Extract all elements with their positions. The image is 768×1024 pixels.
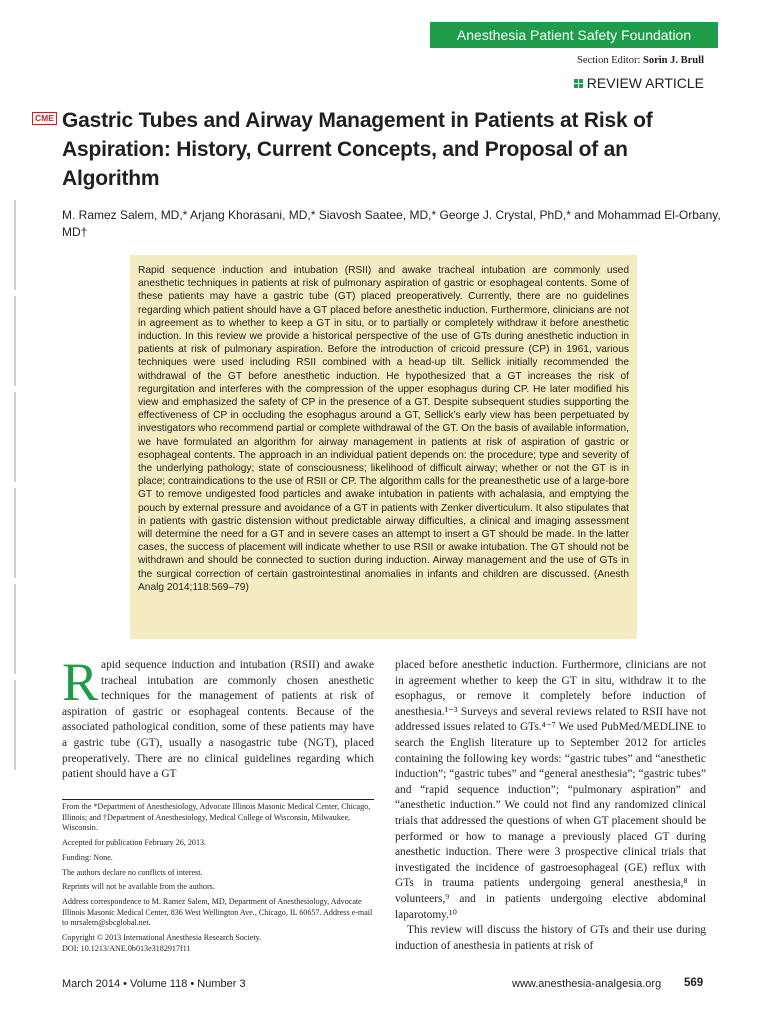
body-column-left [62,652,374,783]
body-paragraph: placed before anesthetic induction. Furthermore, clinicians are not in agreement whether to keep the GT in situ, withdraw it to the esophagus, or remove it completely before induction of anesthesia.¹⁻³ Surveys and several reviews related to RSII have not addressed issues related to GTs.⁴⁻⁷ We used PubMed/MEDLINE to search the English literature up to September 2012 for articles containing the following key words: “gastric tubes” and “anesthetic induction”; “gastric tubes” and “general anesthesia”; “gastric tubes” and “rapid sequence induction”; “pulmonary aspiration” and “anesthetic induction.” We could not find any randomized clinical trials that addressed the questions of when GT placement should be performed or how to manage a previously placed GT during anesthetic induction. There were 3 prospective clinical trials that investigated the incidence of gastroesophageal (GE) reflux with GTs in trauma patients undergoing general anesthesia,⁸ in volunteers,⁹ and in patients undergoing elective abdominal laparotomy.¹⁰ [395,659,706,921]
author-list: M. Ramez Salem, MD,* Arjang Khorasani, MD,* Siavosh Saatee, MD,* George J. Crystal, PhD,* and Mohammad El-Orbany, MD† [62,208,721,239]
page-number: 569 [684,977,704,989]
abstract-text: Rapid sequence induction and intubation (RSII) and awake tracheal intubation are commonly used anesthetic techniques in patients at risk of pulmonary aspiration of gastric or esophageal contents. Some of these patients may have a gastric tube (GT) placed preoperatively. Currently, there are no guidelines regarding which patient should have a GT placed before anesthetic induction. Furthermore, clinicians are not in agreement as to whether to keep a GT in situ, or to partially or completely withdraw it before anesthetic induction. In this review we provide a historical perspective of the use of GTs during anesthetic induction in patients at risk of pulmonary aspiration. Before the introduction of cricoid pressure (CP) in 1961, various techniques were used including RSII combined with a head-up tilt. Sellick initially recommended the withdrawal of the GT before anesthetic induction. He hypothesized that a GT increases the risk of regurgitation and interferes with the compression of the upper esophagus during CP. He later modified his view and emphasized the safety of CP in the presence of a GT. Despite subsequent studies supporting the effectiveness of CP in occluding the esophagus around a GT, Sellick’s early view has been perpetuated by investigators who recommend partial or complete withdrawal of the GT. On the basis of available information, we have formulated an algorithm for airway management in patients at risk of aspiration of gastric or esophageal contents. The approach in an individual patient depends on: the procedure; type and severity of the underlying pathology; state of consciousness; likelihood of difficult airway; whether or not the GT is in place; contraindications to the use of RSII or CP. The algorithm calls for the preanesthetic use of a large-bore GT to remove undigested food particles and awake intubation in patients with achalasia, and emptying the pouch by external pressure and avoidance of a GT in patients with Zenker diverticulum. It also stipulates that in patients with gastric distension without predictable airway difficulties, a clinical and imaging assessment will determine the need for a GT and in severe cases an attempt to insert a GT should be made. In the latter cases, the success of placement will indicate whether to use RSII or awake intubation. The GT should not be withdrawn and should be connected to suction during induction. Airway management and the use of GTs in the surgical correction of certain gastrointestinal anomalies in infants and children are discussed. (Anesth Analg 2014;118:569–79) [138,265,629,593]
conflicts: The authors declare no conflicts of interest. [62,867,203,877]
article-type [574,75,704,91]
accepted-date: Accepted for publication February 26, 2013. [62,838,207,848]
download-watermark-strip [11,200,19,840]
drop-cap: R [62,652,99,712]
journal-section-banner: Anesthesia Patient Safety Foundation [430,22,718,48]
funding: Funding: None. [62,852,113,862]
cme-badge: CME [32,112,57,125]
article-title: Gastric Tubes and Airway Management in Patients at Risk of Aspiration: History, Current Concepts, and Proposal of an Algorithm [62,109,653,190]
correspondence: Address correspondence to M. Ramez Salem, MD, Department of Anesthesiology, Advocate Illinois Masonic Medical Center, 836 West Wellington Ave., Chicago, IL 60657. Address e-mail to mrsalem@sbcglobal.net. [62,896,373,928]
section-editor-name: Sorin J. Brull [643,55,704,66]
doi: DOI: 10.1213/ANE.0b013e3182917f11 [62,943,191,953]
squares-icon [574,79,583,88]
abstract-box [130,255,637,639]
issue-info: March 2014 • Volume 118 • Number 3 [62,978,246,990]
section-editor-label: Section Editor: [577,55,641,66]
footnotes [62,799,374,954]
affiliations: From the *Department of Anesthesiology, Advocate Illinois Masonic Medical Center, Chicago, Illinois; and †Department of Anesthesiology, Medical College of Wisconsin, Milwaukee, Wisconsin. [62,802,371,833]
body-column-right [395,658,706,954]
section-editor [577,55,704,66]
copyright: Copyright © 2013 International Anesthesia Research Society. [62,933,262,943]
body-paragraph: apid sequence induction and intubation (RSII) and awake tracheal intubation are commonly chosen anesthetic techniques for the management of patients at risk of aspiration of gastric or esophageal contents. Because of the associated pathological condition, some of these patients may have a gastric tube (GT), usually a nasogastric tube (NGT), placed preoperatively. There are no clinical guidelines regarding which patient should have a GT [62,659,374,781]
article-type-label: REVIEW ARTICLE [586,75,704,91]
body-paragraph: This review will discuss the history of GTs and their use during induction of anesthesia in patients at risk of [395,924,706,952]
journal-url[interactable]: www.anesthesia-analgesia.org [512,978,662,990]
reprints: Reprints will not be available from the authors. [62,882,215,892]
